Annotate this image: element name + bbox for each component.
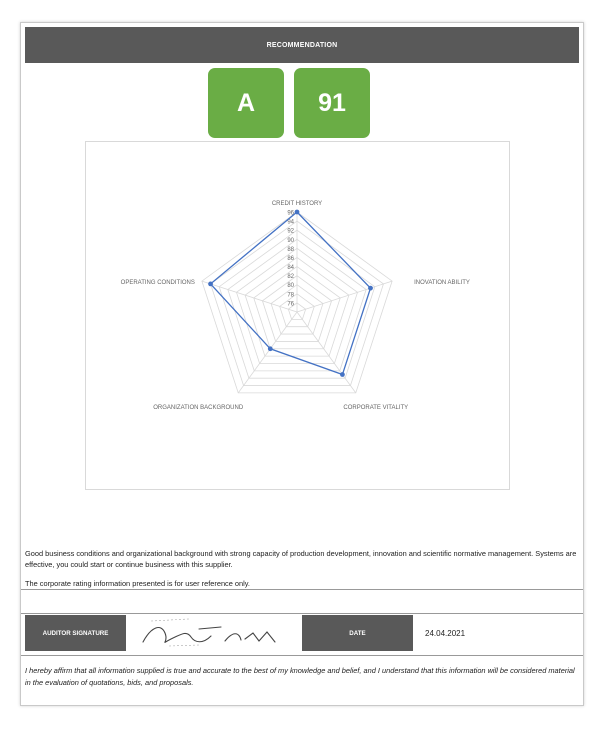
report-page <box>20 22 584 706</box>
score-value: 91 <box>318 88 346 117</box>
date-value: 24.04.2021 <box>425 628 466 638</box>
radar-data-point <box>295 210 300 215</box>
radar-tick-label: 80 <box>287 283 294 290</box>
grade-value: A <box>236 88 256 117</box>
radar-tick-label: 96 <box>287 210 294 217</box>
auditor-signature-label: AUDITOR SIGNATURE <box>25 615 126 651</box>
radar-chart-container <box>85 141 510 490</box>
radar-axis-label: CREDIT HISTORY <box>271 201 323 207</box>
radar-axis-label: OPERATING CONDITIONS <box>120 280 195 287</box>
radar-tick-label: 84 <box>287 265 294 272</box>
radar-tick-label: 88 <box>287 246 294 253</box>
radar-axis-label: INOVATION ABILITY <box>414 280 470 287</box>
recommendation-header <box>25 27 579 63</box>
grade-badge <box>208 68 284 138</box>
radar-tick-label: 78 <box>287 292 294 299</box>
radar-tick-label: 86 <box>287 255 294 262</box>
score-badge <box>294 68 370 138</box>
signature-row <box>25 615 579 651</box>
radar-tick-label: 76 <box>287 301 294 308</box>
divider-line <box>21 613 583 614</box>
radar-tick-label: 94 <box>287 219 294 226</box>
radar-tick-label: 82 <box>287 274 294 281</box>
affirmation-text: I hereby affirm that all information supplied is true and accurate to the best of my knowledge and belief, and I understand that this information will be considered material in the evaluation of quotations, bids, and proposals. <box>25 666 575 687</box>
divider-line <box>21 589 583 590</box>
date-label: DATE <box>302 615 413 651</box>
radar-tick-label: 92 <box>287 228 294 235</box>
recommendation-description: Good business conditions and organizational background with strong capacity of production development, innovation and scientific normative management. Systems are effective, you could start or continue business with this supplier. <box>25 549 577 569</box>
radar-data-point <box>208 282 213 287</box>
radar-data-point <box>368 286 373 291</box>
radar-data-point <box>268 346 273 351</box>
reference-note: The corporate rating information presented is for user reference only. <box>25 579 250 588</box>
radar-tick-label: 90 <box>287 237 294 244</box>
divider-line <box>21 655 583 656</box>
radar-axis-label: ORGANIZATION BACKGROUND <box>153 404 244 411</box>
radar-axis-label: CORPORATE VITALITY <box>343 404 409 411</box>
header-title: RECOMMENDATION <box>266 41 338 49</box>
radar-data-point <box>340 372 345 377</box>
signature-image <box>129 615 299 651</box>
radar-chart <box>86 142 509 489</box>
